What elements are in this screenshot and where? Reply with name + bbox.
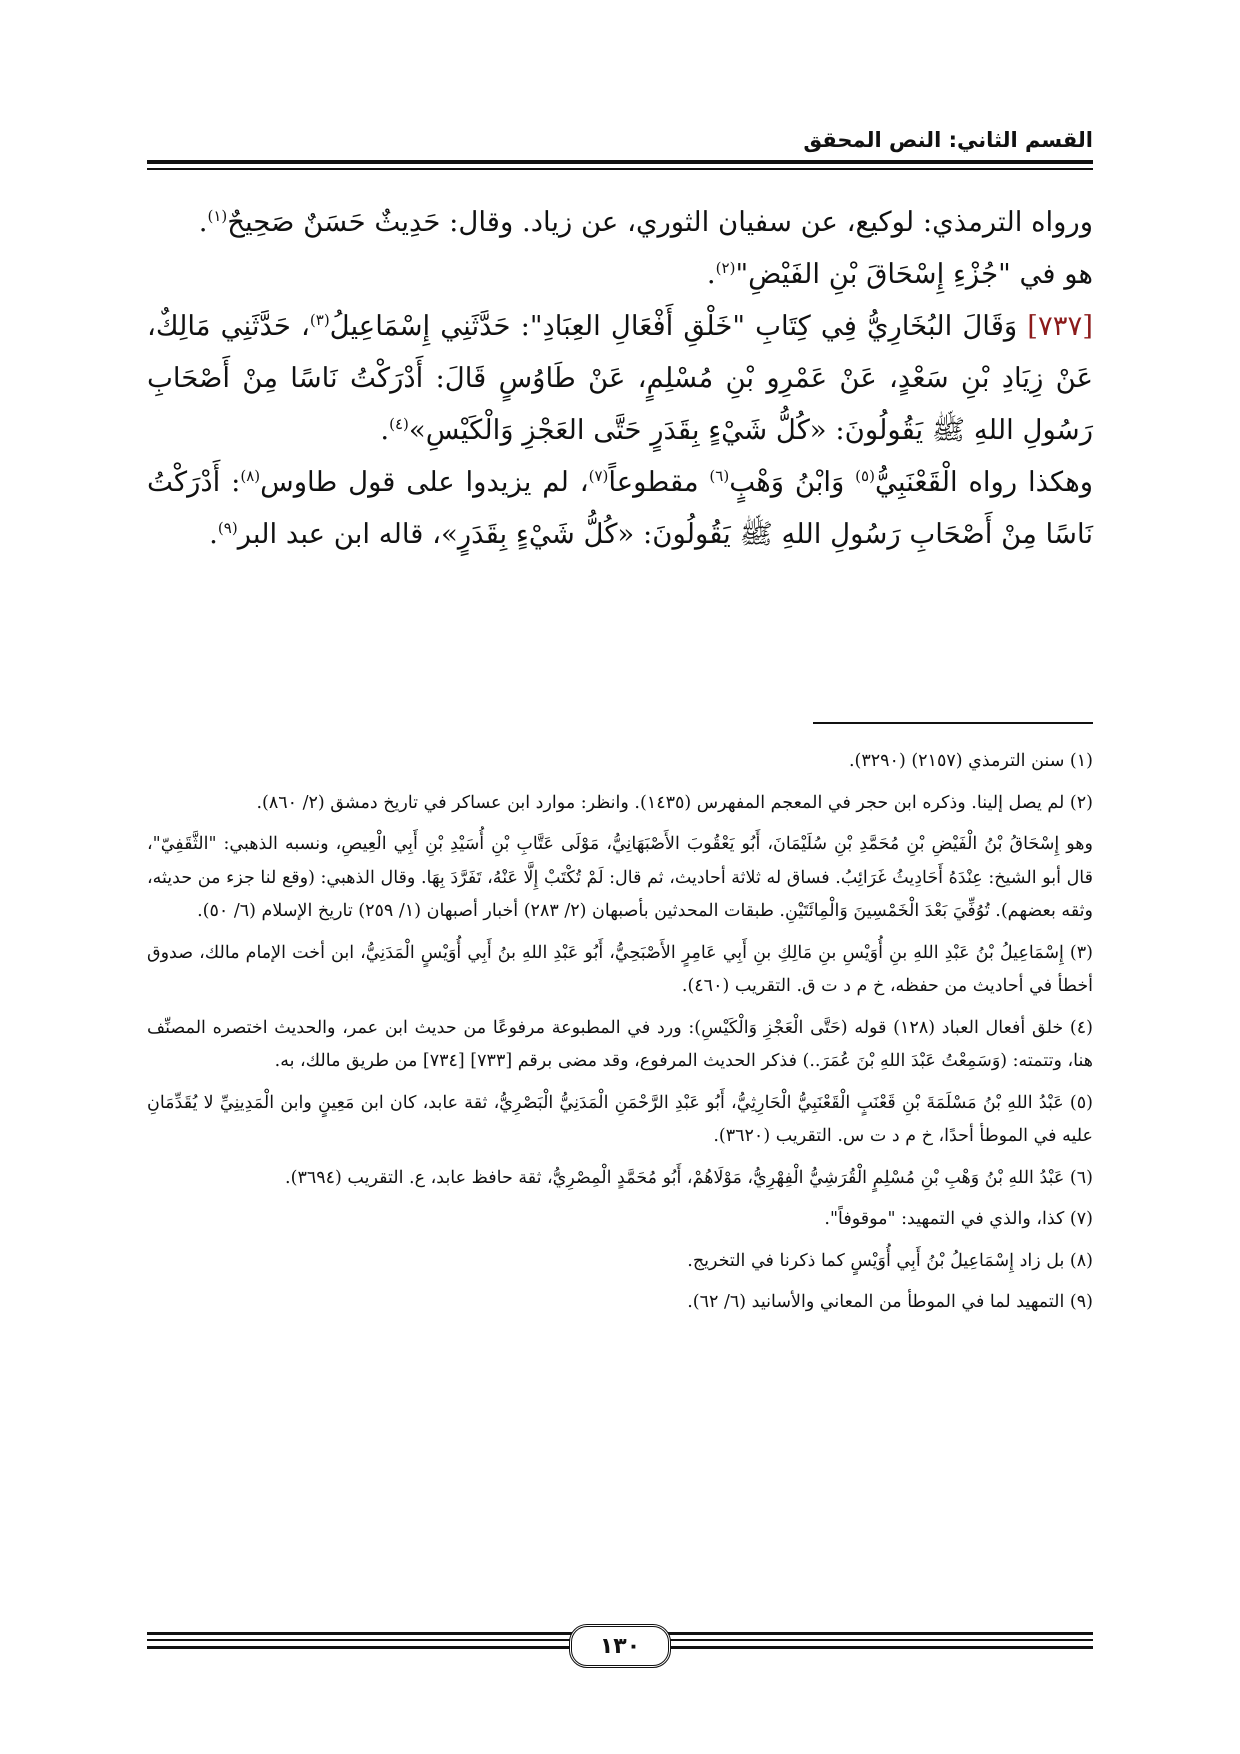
- footnote-ref[interactable]: (٦): [709, 466, 730, 485]
- main-text: [147, 196, 1093, 560]
- footnote-4: (٤) خلق أفعال العباد (١٢٨) قوله (حَتَّى الْعَجْزِ وَالْكَيْسِ): ورد في المطبوعة مرفوعًا من حديث ابن عمر، والحديث اختصره المصنِّف هنا، وتتمته: (وَسَمِعْتُ عَبْدَ اللهِ بْنَ عُمَرَ..) فذكر الحديث المرفوع، وقد مضى برقم [٧٣٣] [٧٣٤] من طريق مالك، به.: [147, 1017, 1093, 1071]
- footnote-ref[interactable]: (١): [207, 206, 228, 225]
- footnote-9: (٩) التمهيد لما في الموطأ من المعاني والأسانيد (٦/ ٦٢).: [687, 1292, 1093, 1312]
- page-number: ١٣٠: [569, 1624, 671, 1668]
- footnote-ref[interactable]: (٨): [240, 466, 261, 485]
- footnote-ref[interactable]: (٥): [855, 466, 875, 485]
- footnote-ref[interactable]: (٤): [389, 414, 409, 433]
- footnote-6: (٦) عَبْدُ اللهِ بْنُ وَهْبِ بْنِ مُسْلِمٍ الْقُرَشِيُّ الْفِهْرِيُّ، مَوْلَاهُمْ، أَبُو مُحَمَّدٍ الْمِصْرِيُّ، ثقة حافظ عابد، ع. التقريب (٣٦٩٤).: [285, 1167, 1093, 1188]
- footnote-2: (٢) لم يصل إلينا. وذكره ابن حجر في المعجم المفهرس (١٤٣٥). وانظر: موارد ابن عساكر في تاريخ دمشق (٢/ ٨٦٠).: [256, 792, 1093, 813]
- header-rule-thick: [147, 160, 1093, 164]
- running-header: القسم الثاني: النص المحقق: [803, 128, 1093, 152]
- footnote-separator: [813, 722, 1093, 724]
- footnote-ref[interactable]: (٢): [715, 258, 736, 277]
- footnote-1: (١) سنن الترمذي (٢١٥٧) (٣٢٩٠).: [848, 751, 1093, 771]
- paragraph-hadith-737: [٧٣٧] وَقَالَ البُخَارِيُّ فِي كِتَابِ "خَلْقِ أَفْعَالِ العِبَادِ": حَدَّثَنِي إِسْمَاعِيلُ$^{(٣)}$، حَدَّثَنِي مَالِكٌ، عَنْ زِيَادِ بْنِ سَعْدٍ، عَنْ عَمْرِو بْنِ مُسْلِمٍ، عَنْ طَاوُسٍ قَالَ: أَدْرَكْتُ نَاسًا مِنْ أَصْحَابِ رَسُولِ اللهِ ﷺ يَقُولُونَ: «كُلُّ شَيْءٍ بِقَدَرٍ حَتَّى العَجْزِ وَالْكَيْسِ»$^{(٤)}$.: [147, 310, 1093, 446]
- footnote-7: (٧) كذا، والذي في التمهيد: "موقوفاً".: [824, 1209, 1093, 1229]
- footnotes: [147, 745, 1093, 1328]
- page-number-frame: [147, 1624, 1093, 1664]
- footnote-8: (٨) بل زاد إِسْمَاعِيلُ بْنُ أَبِي أُوَيْسٍ كما ذكرنا في التخريج.: [687, 1250, 1093, 1271]
- footnote-ref[interactable]: (٧): [588, 466, 609, 485]
- footnote-ref[interactable]: (٩): [217, 518, 238, 537]
- footnote-2-continued: وهو إِسْحَاقُ بْنُ الْفَيْضِ بْنِ مُحَمَّدِ بْنِ سُلَيْمَانَ، أَبُو يَعْقُوبَ الأَصْبَهَانِيُّ، مَوْلَى عَتَّابِ بْنِ أُسَيْدِ بْنِ أَبِي الْعِيصِ، ونسبه الذهبي: "الثَّقَفِيّ"، قال أبو الشيخ: عِنْدَهُ أَحَادِيثُ غَرَائِبُ. فساق له ثلاثة أحاديث، ثم قال: لَمْ تُكْتَبْ إِلَّا عَنْهُ، تَفَرَّدَ بِهَا. وقال الذهبي: (وقع لنا جزء من حديثه، وثقه بعضهم). تُوُفِّيَ بَعْدَ الْخَمْسِينَ وَالْمِائَتَيْنِ. طبقات المحدثين بأصبهان (٢/ ٢٨٣) أخبار أصبهان (١/ ٢٥٩) تاريخ الإسلام (٦/ ٥٠).: [147, 834, 1093, 921]
- footnote-5: (٥) عَبْدُ اللهِ بْنُ مَسْلَمَةَ بْنِ قَعْنَبٍ الْقَعْنَبِيُّ الْحَارِثِيُّ، أَبُو عَبْدِ الرَّحْمَنِ الْمَدَنِيُّ الْبَصْرِيُّ، ثقة عابد، كان ابن مَعِينٍ وابن الْمَدِينِيِّ لا يُقَدِّمَانِ عليه في الموطأ أحدًا، خ م د ت س. التقريب (٣٦٢٠).: [147, 1092, 1093, 1146]
- hadith-number: [٧٣٧]: [1027, 310, 1093, 342]
- paragraph-1: ورواه الترمذي: لوكيع، عن سفيان الثوري، عن زياد. وقال: حَدِيثٌ حَسَنٌ صَحِيحٌ$^{(١)}$.: [198, 206, 1093, 238]
- paragraph-2: هو في "جُزْءِ إِسْحَاقَ بْنِ الفَيْضِ"$^{(٢)}$.: [706, 258, 1093, 290]
- footnote-ref[interactable]: (٣): [309, 310, 330, 329]
- paragraph-4: وهكذا رواه الْقَعْنَبِيُّ$^{(٥)}$ وَابْنُ وَهْبٍ$^{(٦)}$ مقطوعاً$^{(٧)}$، لم يزيدوا على قول طاوس$^{(٨)}$: أَدْرَكْتُ نَاسًا مِنْ أَصْحَابِ رَسُولِ اللهِ ﷺ يَقُولُونَ: «كُلُّ شَيْءٍ بِقَدَرٍ»، قاله ابن عبد البر$^{(٩)}$.: [147, 466, 1093, 550]
- footnote-3: (٣) إِسْمَاعِيلُ بْنُ عَبْدِ اللهِ بنِ أُوَيْسِ بنِ مَالِكِ بنِ أَبِي عَامِرٍ الأَصْبَحِيُّ، أَبُو عَبْدِ اللهِ بنُ أَبِي أُوَيْسٍ الْمَدَنِيُّ، ابن أخت الإمام مالك، صدوق أخطأ في أحاديث من حفظه، خ م د ت ق. التقريب (٤٦٠).: [147, 942, 1093, 996]
- header-rule-thin: [147, 168, 1093, 170]
